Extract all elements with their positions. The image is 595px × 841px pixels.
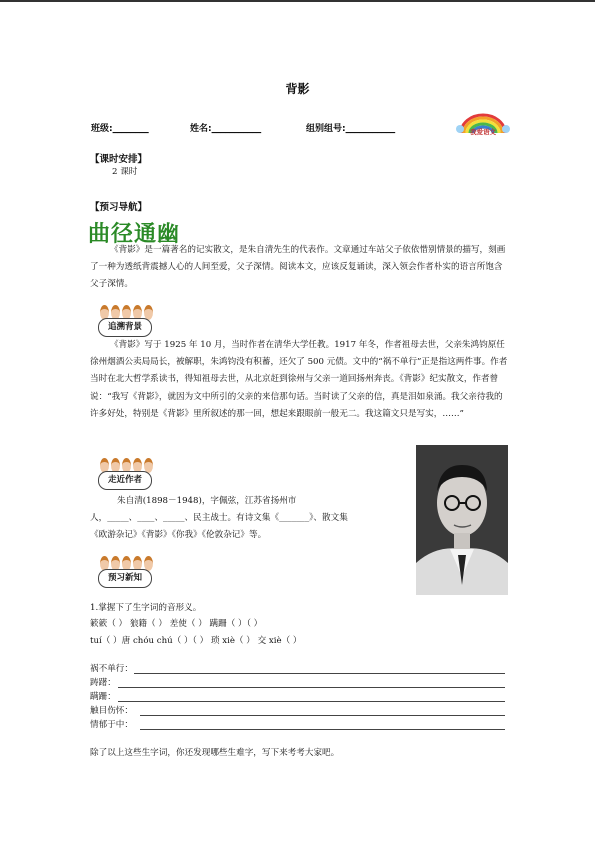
author-portrait [416, 445, 508, 595]
vocab-answer-line[interactable] [118, 701, 505, 702]
author-badge [92, 454, 160, 494]
vocab-answer-line[interactable] [140, 729, 505, 730]
author-badge-label: 走近作者 [98, 471, 152, 490]
logo-text: 我爱语文 [470, 128, 496, 136]
vocab-answer-line[interactable] [134, 673, 505, 674]
intro-paragraph: 《背影》是一篇著名的记实散文，是朱自清先生的代表作。文章通过车站父子依依惜别情景的描写，刻画了一种为透纸背震撼人心的人间至爱，父子深情。阅读本文，应该反复诵读，深入领会作者朴实的语言所饱含父子深情。 [90, 245, 506, 290]
vocab-answer-line[interactable] [118, 687, 505, 688]
author-line-3: 《欧游杂记》《背影》《你我》《伦敦杂记》等。 [90, 530, 267, 540]
group-label: 组别组号: [306, 124, 346, 134]
vocab-label: 祸不单行： [90, 664, 133, 674]
background-paragraph: 《背影》写于 1925 年 10 月，当时作者在清华大学任教。1917 年冬，作者祖母去世，父亲朱鸿钧原任徐州烟酒公卖局局长，被解职，朱鸿钧没有积蓄，还欠了 500 元债。文中的“祸不单行”正是指这两件事。作者当时在北大哲学系读书，得知祖母去世，从北京赶到徐州与父亲一道回扬州奔丧。《背影》纪实散文，作者曾说：“我写《背影》，就因为文中所引的父亲的来信那句话。当时读了父亲的信，真是泪如泉涌。我父亲待我的许多好处，特别是《背影》里所叙述的那一回，想起来跟眼前一般无二。我这篇文只是写实，……” [90, 340, 508, 419]
group-blank[interactable]: ___________ [345, 124, 396, 134]
schedule-heading: 【课时安排】 [90, 154, 148, 165]
banner-title: 曲径通幽 [88, 222, 181, 247]
name-blank[interactable]: ___________ [211, 124, 262, 134]
author-line-1: 朱自清(1898－1948)，字佩弦，江苏省扬州市 [117, 496, 297, 506]
rainbow-logo [455, 111, 511, 141]
group-field[interactable] [306, 121, 395, 134]
top-border [0, 0, 595, 2]
portrait-image [416, 445, 508, 595]
schedule-value: 2 课时 [112, 167, 138, 177]
question-1: 1.掌握下了生字词的音形义。 [90, 603, 202, 613]
background-badge-label: 追溯背景 [98, 318, 152, 337]
name-label: 姓名: [190, 124, 212, 134]
class-label: 班级: [91, 124, 113, 134]
preview-heading: 【预习导航】 [90, 202, 148, 213]
background-badge [92, 301, 160, 341]
closing-prompt: 除了以上这些生字词，你还发现哪些生难字，写下来考考大家吧。 [90, 748, 340, 758]
class-field[interactable] [91, 121, 149, 134]
pinyin-row-1[interactable]: 簌簌（ ） 狼籍（ ） 差使（ ） 蹒跚（ ）（ ） [90, 619, 263, 629]
vocab-label: 情郁于中： [90, 720, 133, 730]
vocab-label: 触目伤怀： [90, 706, 133, 716]
vocab-answer-line[interactable] [140, 715, 505, 716]
vocab-label: 踌躇： [90, 678, 116, 688]
name-field[interactable] [190, 121, 261, 134]
class-blank[interactable]: ________ [112, 124, 149, 134]
new-knowledge-badge [92, 552, 160, 592]
vocab-label: 蹒跚： [90, 692, 116, 702]
page-title: 背影 [285, 82, 310, 96]
pinyin-row-2[interactable]: tuí（ ）唐 chóu chú（ ）（ ） 琐 xiè（ ） 交 xiè（ ） [90, 636, 302, 646]
new-knowledge-badge-label: 预习新知 [98, 569, 152, 588]
author-line-2[interactable]: 人，_____、____、_____、民主战士。有诗文集《_______》、散文集 [90, 513, 348, 523]
